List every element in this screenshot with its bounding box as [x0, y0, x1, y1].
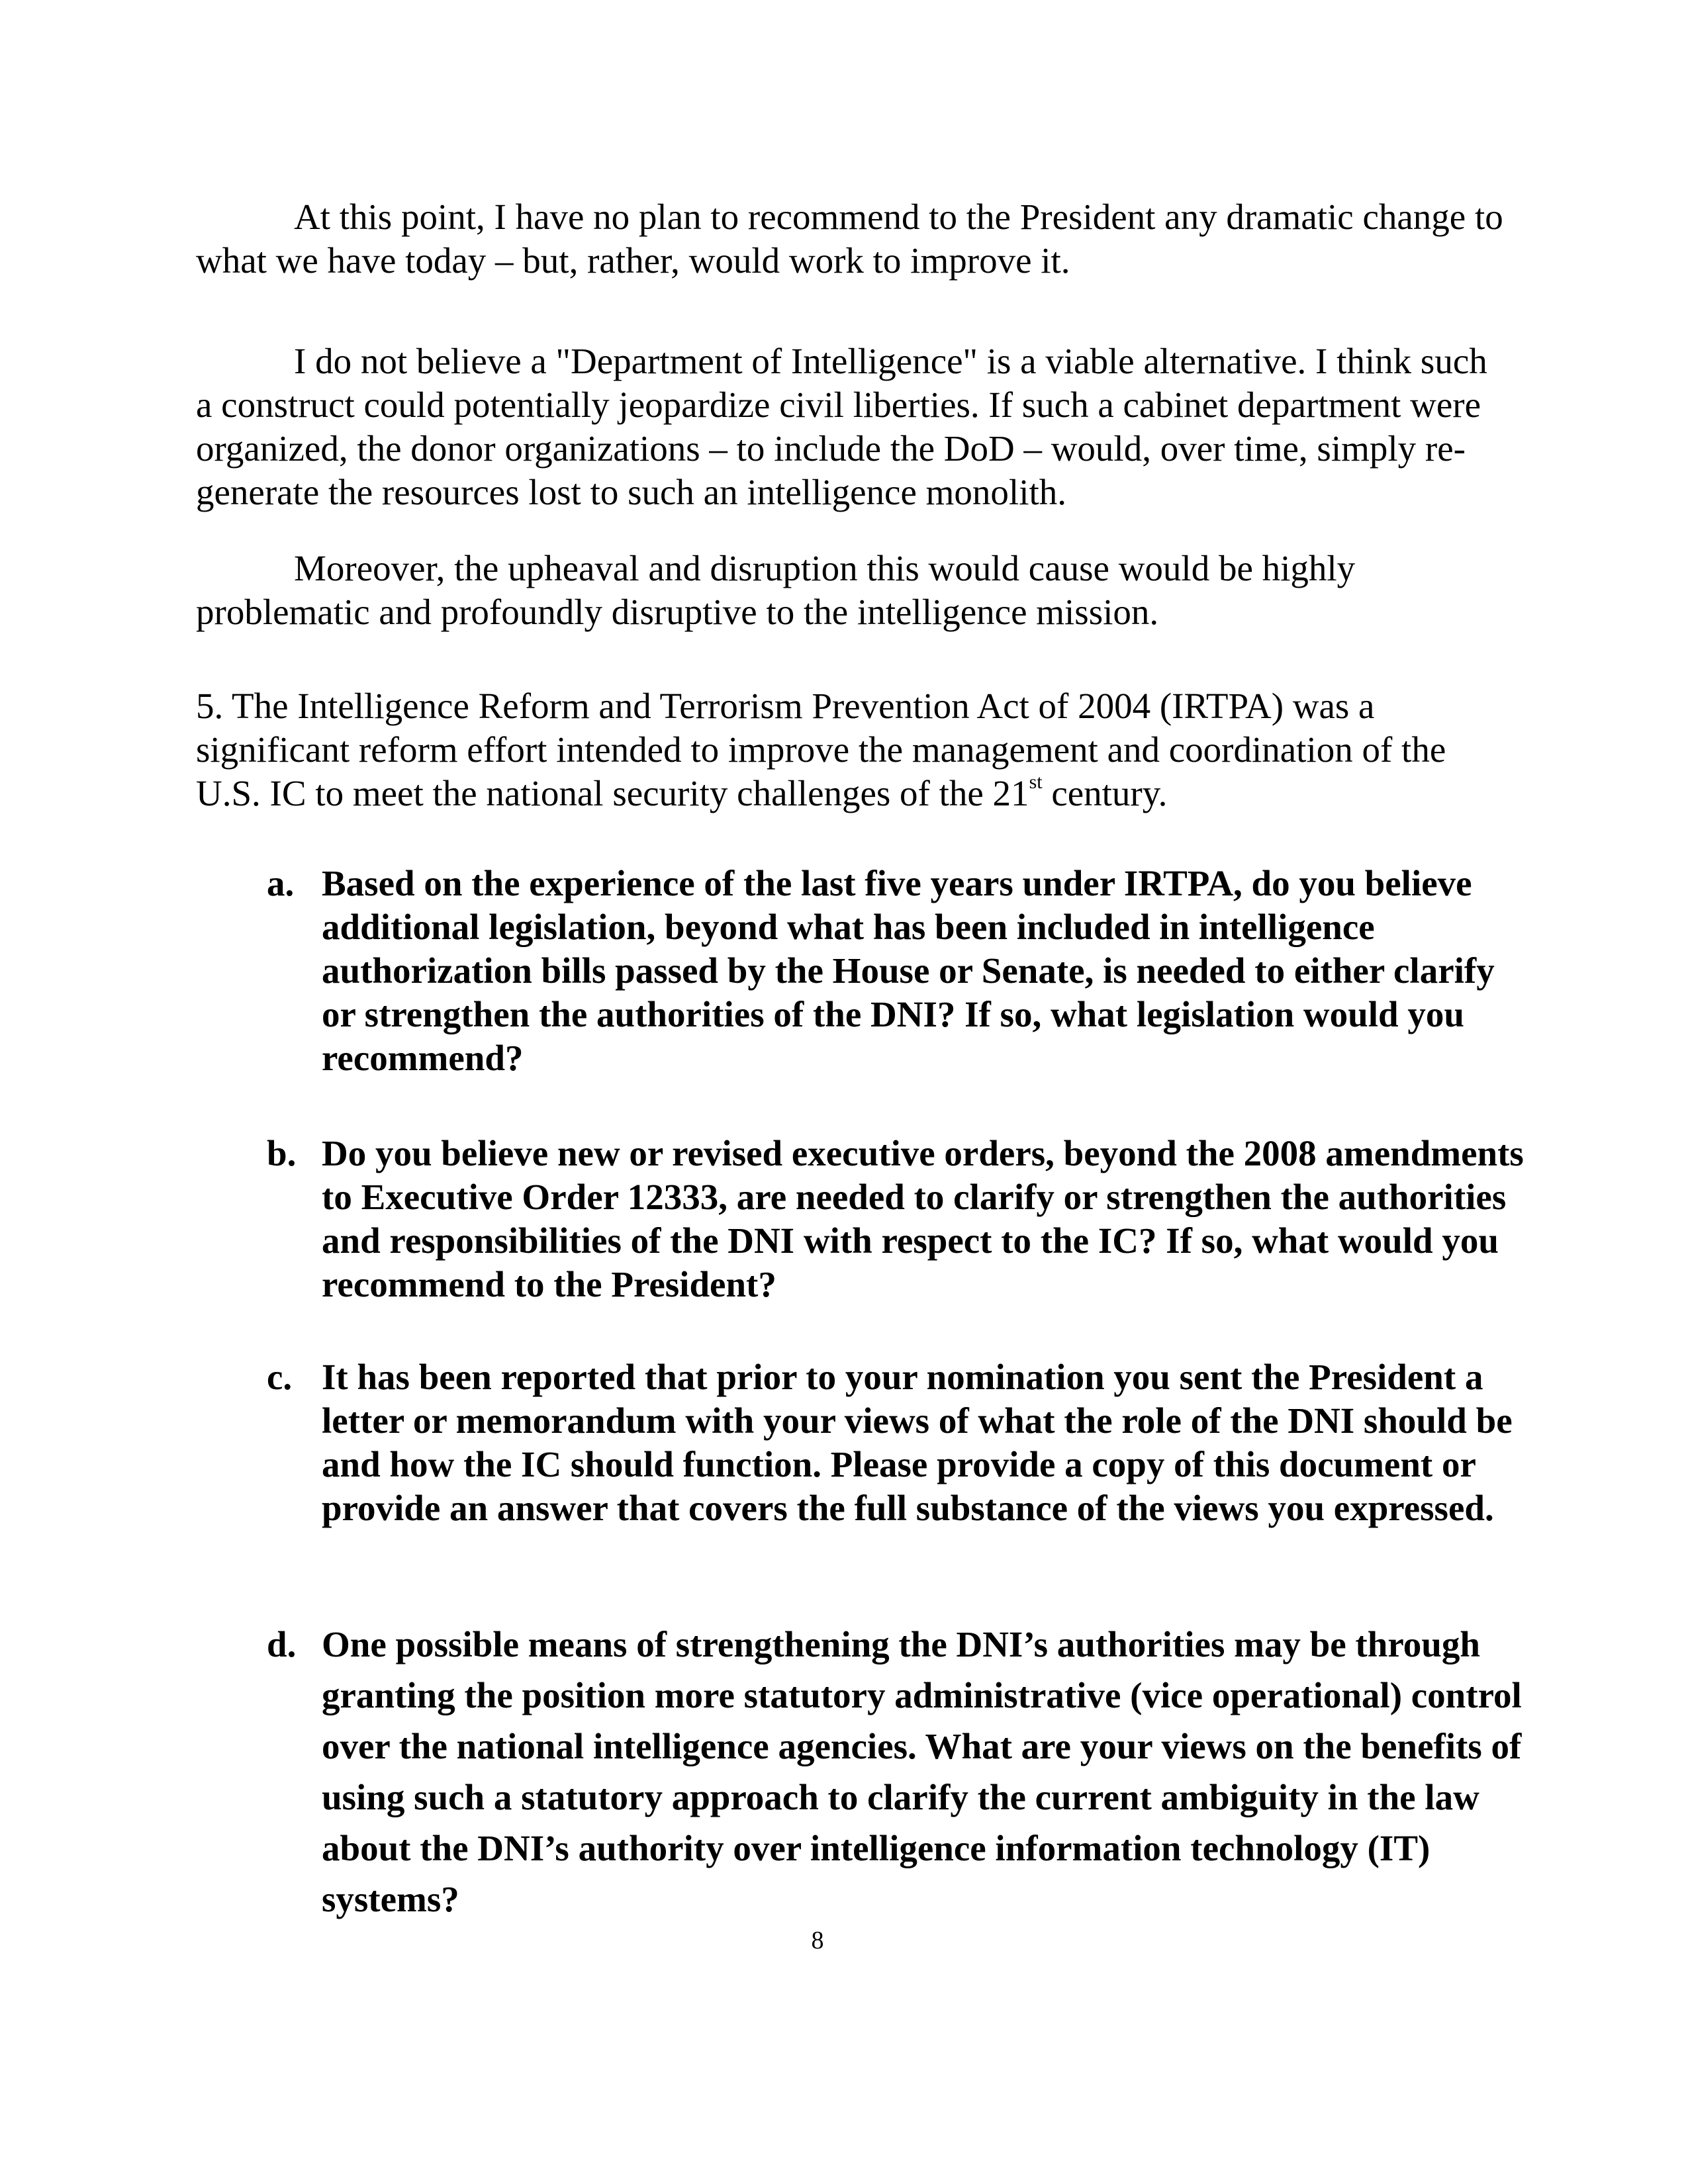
- page-number: 8: [811, 1927, 824, 1954]
- paragraph-no-dramatic-change: At this point, I have no plan to recommend to the President any dramatic change to what we have today – but, rather, would work to improve it.: [196, 197, 1503, 281]
- question-b-text: Do you believe new or revised executive orders, beyond the 2008 amendments to Executive Order 12333, are needed to clarify or strengthen the authorities and responsibilities of the DNI with respect to the IC? If so, what would you recommend to the President?: [322, 1133, 1524, 1304]
- question-c-text: It has been reported that prior to your nomination you sent the President a letter or memorandum with your views of what the role of the DNI should be and how the IC should function. Please provide a copy of this document or provide an answer that covers the full substance of the views you expressed.: [322, 1357, 1513, 1528]
- question-c: [267, 1355, 1524, 1530]
- question-d-text: One possible means of strengthening the DNI’s authorities may be through granting the position more statutory administrative (vice operational) control over the national intelligence agencies. What are your views on the benefits of using such a statutory approach to clarify the current ambiguity in the law about the DNI’s authority over intelligence information technology (IT) systems?: [322, 1624, 1522, 1919]
- paragraph-department-of-intelligence: I do not believe a "Department of Intelligence" is a viable alternative. I think such a construct could potentially jeopardize civil liberties. If such a cabinet department were organized, the donor organizations – to include the DoD – would, over time, simply re-generate the resources lost to such an intelligence monolith.: [196, 341, 1487, 512]
- irtpa-text-end: century.: [1042, 773, 1168, 813]
- paragraph-question-5-irtpa: [196, 684, 1507, 815]
- question-c-letter: c.: [267, 1357, 293, 1397]
- question-b: [267, 1132, 1524, 1306]
- paragraph-upheaval-disruption: Moreover, the upheaval and disruption this would cause would be highly problematic and profoundly disruptive to the intelligence mission.: [196, 548, 1356, 632]
- question-a-text: Based on the experience of the last five years under IRTPA, do you believe additional legislation, beyond what has been included in intelligence authorization bills passed by the House or Senate, is needed to either clarify or strengthen the authorities of the DNI? If so, what legislation would you recommend?: [322, 863, 1495, 1078]
- ordinal-superscript: st: [1029, 771, 1043, 793]
- irtpa-text: 5. The Intelligence Reform and Terrorism Prevention Act of 2004 (IRTPA) was a significant reform effort intended to improve the management and coordination of the U.S. IC to meet the national security challenges of the 21: [196, 686, 1446, 813]
- question-b-letter: b.: [267, 1133, 297, 1173]
- question-d-letter: d.: [267, 1624, 297, 1664]
- question-a: [267, 862, 1524, 1080]
- question-d: [267, 1619, 1524, 1925]
- question-a-letter: a.: [267, 863, 295, 903]
